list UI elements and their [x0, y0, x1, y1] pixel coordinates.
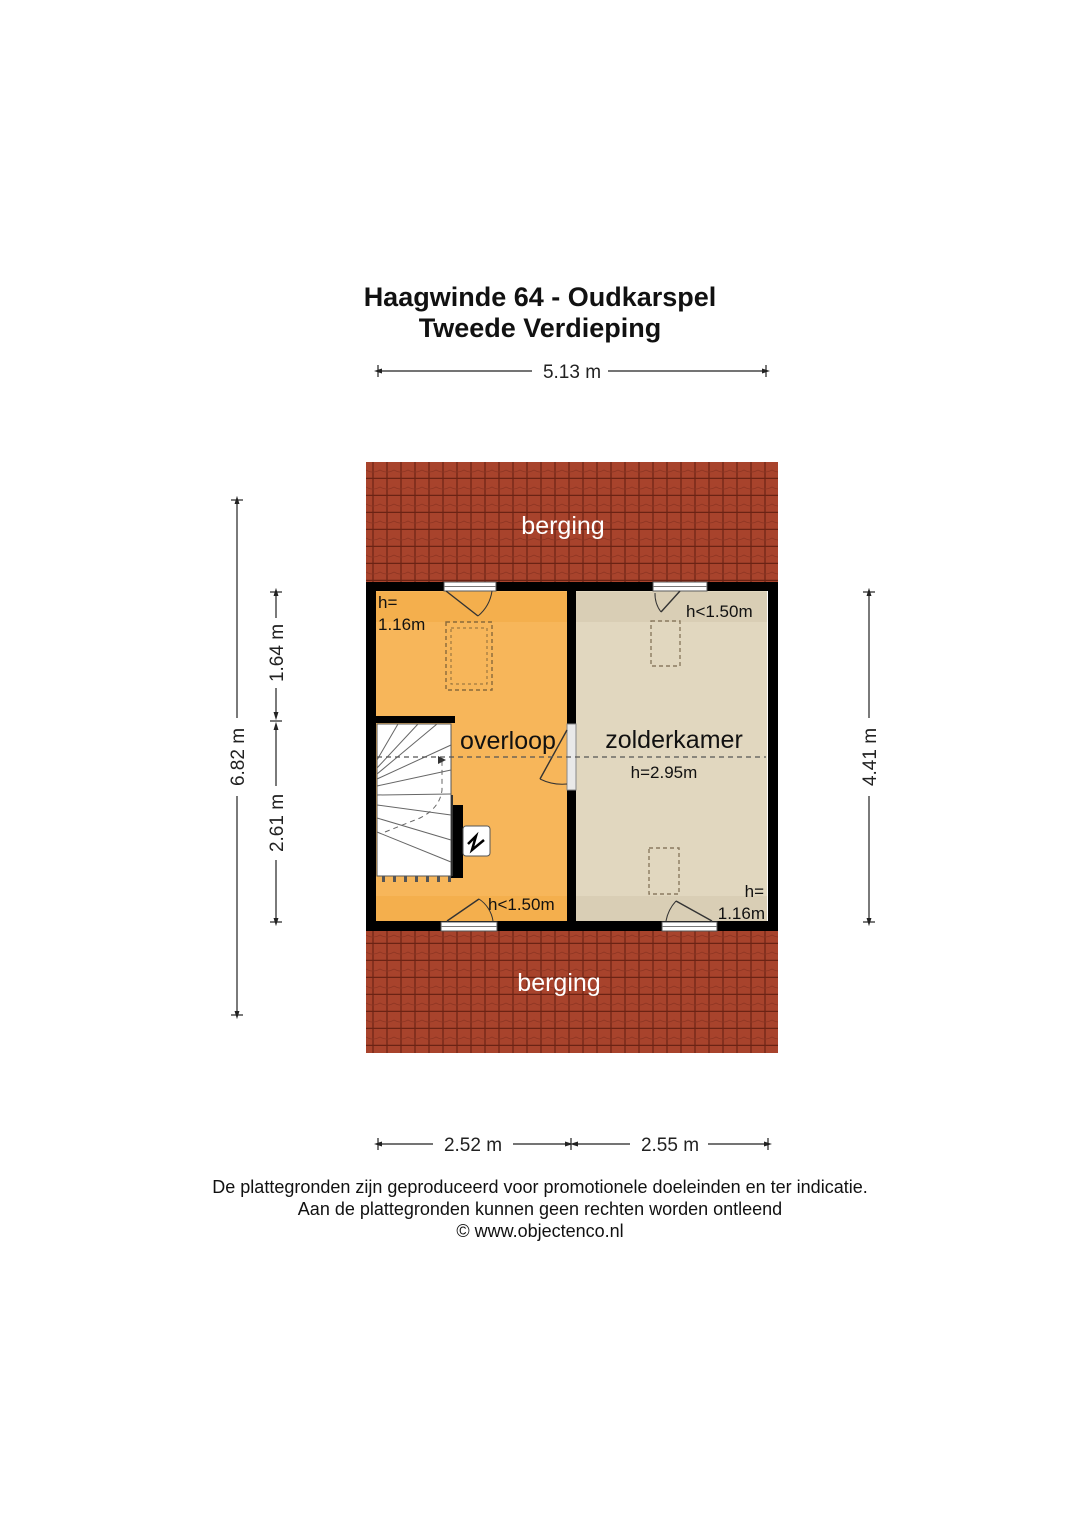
dimension-bottom: [378, 1135, 768, 1156]
height-overloop-top-1: h=: [378, 593, 398, 612]
disclaimer-line-2: Aan de plattegronden kunnen geen rechten worden ontleend: [297, 1199, 783, 1219]
disclaimer-line-1: De plattegronden zijn geproduceerd voor promotionele doeleinden en ter indicatie.: [212, 1177, 868, 1197]
label-zolderkamer: zolderkamer: [605, 726, 743, 754]
height-overloop-bottom: h<1.50m: [488, 895, 555, 914]
dim-top-width: 5.13 m: [542, 362, 602, 383]
floor-subtitle: Tweede Verdieping: [418, 313, 662, 343]
label-berging-bottom: berging: [517, 969, 601, 997]
dim-bottom-left: 2.52 m: [443, 1135, 503, 1156]
dim-right-height: 4.41 m: [860, 727, 881, 787]
height-zolder-bottom-2: 1.16m: [717, 904, 765, 923]
dimension-left-total: [228, 500, 249, 1015]
dim-left-upper: 1.64 m: [267, 623, 288, 683]
copyright-link[interactable]: © www.objectenco.nl: [456, 1221, 624, 1241]
dim-left-total: 6.82 m: [228, 727, 249, 787]
dimension-left-lower: [267, 721, 288, 922]
label-overloop: overloop: [460, 727, 556, 755]
height-zolder-center: h=2.95m: [630, 763, 698, 782]
plan-title: Haagwinde 64 - Oudkarspel: [363, 282, 717, 312]
zolderkamer-floor: [575, 590, 767, 922]
label-berging-top: berging: [521, 512, 605, 540]
staircase: [377, 724, 452, 882]
height-overloop-top-2: 1.16m: [378, 615, 426, 634]
dim-bottom-right: 2.55 m: [640, 1135, 700, 1156]
dim-left-lower: 2.61 m: [267, 793, 288, 853]
height-zolder-bottom-1: h=: [744, 882, 764, 901]
dimension-left-upper: [267, 592, 288, 716]
dimension-top: [378, 362, 766, 383]
boiler-unit: [463, 826, 490, 856]
dimension-right: [860, 592, 881, 922]
height-zolder-top: h<1.50m: [686, 602, 753, 621]
